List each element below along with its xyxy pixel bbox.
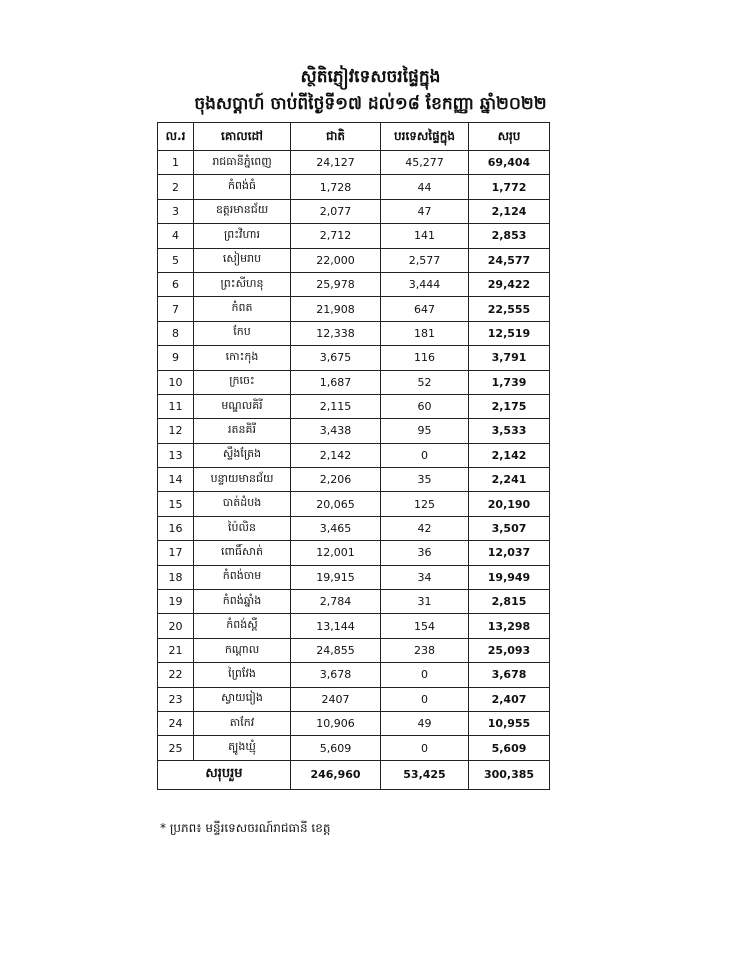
cell-total: 25,093 <box>469 638 550 662</box>
cell-destination: បាត់ដំបង <box>194 492 291 516</box>
cell-no: 7 <box>158 297 194 321</box>
table-row <box>158 638 550 662</box>
cell-destination: ព្រៃវែង <box>194 663 291 687</box>
cell-domestic: 60 <box>381 394 469 418</box>
cell-total: 2,175 <box>469 394 550 418</box>
cell-national: 22,000 <box>291 248 381 272</box>
cell-no: 6 <box>158 272 194 296</box>
cell-domestic: 0 <box>381 443 469 467</box>
cell-destination: មណ្ឌលគិរី <box>194 394 291 418</box>
cell-destination: កែប <box>194 321 291 345</box>
cell-national: 2,206 <box>291 468 381 492</box>
cell-total: 2,815 <box>469 590 550 614</box>
cell-national: 21,908 <box>291 297 381 321</box>
cell-total: 3,507 <box>469 516 550 540</box>
cell-destination: កំពត <box>194 297 291 321</box>
cell-total: 20,190 <box>469 492 550 516</box>
cell-domestic: 36 <box>381 541 469 565</box>
cell-national: 2,077 <box>291 199 381 223</box>
cell-destination: រាជធានីភ្នំពេញ <box>194 151 291 175</box>
cell-destination: ឧត្តរមានជ័យ <box>194 199 291 223</box>
header-no: ល.រ <box>158 123 194 151</box>
cell-total: 1,739 <box>469 370 550 394</box>
tourist-stats-table <box>157 122 550 790</box>
header-total: សរុប <box>469 123 550 151</box>
table-row <box>158 614 550 638</box>
cell-domestic: 45,277 <box>381 151 469 175</box>
cell-national: 5,609 <box>291 736 381 760</box>
cell-destination: រតនគិរី <box>194 419 291 443</box>
cell-domestic: 42 <box>381 516 469 540</box>
header-domestic: បរទេសផ្ទៃក្នុង <box>381 123 469 151</box>
table-row <box>158 394 550 418</box>
cell-total: 12,519 <box>469 321 550 345</box>
cell-national: 13,144 <box>291 614 381 638</box>
table-row <box>158 248 550 272</box>
cell-destination: កំពង់ស្ពឺ <box>194 614 291 638</box>
cell-no: 24 <box>158 711 194 735</box>
cell-domestic: 141 <box>381 224 469 248</box>
cell-total: 3,791 <box>469 346 550 370</box>
cell-total: 2,124 <box>469 199 550 223</box>
cell-no: 18 <box>158 565 194 589</box>
cell-national: 1,728 <box>291 175 381 199</box>
cell-national: 3,675 <box>291 346 381 370</box>
header-destination: គោលដៅ <box>194 123 291 151</box>
cell-destination: ស្វាយរៀង <box>194 687 291 711</box>
cell-national: 19,915 <box>291 565 381 589</box>
cell-destination: កំពង់ចាម <box>194 565 291 589</box>
cell-destination: កោះកុង <box>194 346 291 370</box>
cell-national: 2407 <box>291 687 381 711</box>
cell-national: 3,465 <box>291 516 381 540</box>
table-row <box>158 736 550 760</box>
cell-total: 1,772 <box>469 175 550 199</box>
total-total: 300,385 <box>469 760 550 789</box>
cell-domestic: 181 <box>381 321 469 345</box>
page-subtitle: ចុងសប្តាហ៍ ចាប់ពីថ្ងៃទី១៧ ដល់១៨ ខែកញ្ញា ឆ្នាំ២០២២ <box>194 94 547 114</box>
cell-national: 2,115 <box>291 394 381 418</box>
cell-domestic: 116 <box>381 346 469 370</box>
cell-destination: តាកែវ <box>194 711 291 735</box>
cell-national: 25,978 <box>291 272 381 296</box>
cell-total: 10,955 <box>469 711 550 735</box>
cell-total: 69,404 <box>469 151 550 175</box>
cell-no: 8 <box>158 321 194 345</box>
header-national: ជាតិ <box>291 123 381 151</box>
table-row <box>158 346 550 370</box>
cell-domestic: 125 <box>381 492 469 516</box>
cell-total: 3,678 <box>469 663 550 687</box>
cell-domestic: 49 <box>381 711 469 735</box>
table-row <box>158 565 550 589</box>
cell-destination: កំពង់ធំ <box>194 175 291 199</box>
total-domestic: 53,425 <box>381 760 469 789</box>
cell-no: 23 <box>158 687 194 711</box>
table-row <box>158 492 550 516</box>
table-row <box>158 224 550 248</box>
cell-destination: ពោធិ៍សាត់ <box>194 541 291 565</box>
cell-destination: កំពង់ឆ្នាំង <box>194 590 291 614</box>
cell-national: 3,678 <box>291 663 381 687</box>
cell-total: 13,298 <box>469 614 550 638</box>
total-national: 246,960 <box>291 760 381 789</box>
cell-total: 29,422 <box>469 272 550 296</box>
cell-no: 9 <box>158 346 194 370</box>
cell-national: 10,906 <box>291 711 381 735</box>
cell-domestic: 0 <box>381 663 469 687</box>
table-header-row <box>158 123 550 151</box>
table-row <box>158 468 550 492</box>
cell-national: 12,001 <box>291 541 381 565</box>
cell-national: 2,142 <box>291 443 381 467</box>
cell-national: 12,338 <box>291 321 381 345</box>
cell-no: 13 <box>158 443 194 467</box>
cell-total: 5,609 <box>469 736 550 760</box>
cell-domestic: 647 <box>381 297 469 321</box>
cell-no: 5 <box>158 248 194 272</box>
cell-no: 10 <box>158 370 194 394</box>
page-title: ស្ថិតិភ្ញៀវទេសចរផ្ទៃក្នុង <box>300 67 441 87</box>
cell-national: 1,687 <box>291 370 381 394</box>
cell-total: 19,949 <box>469 565 550 589</box>
cell-no: 19 <box>158 590 194 614</box>
table-row <box>158 272 550 296</box>
cell-domestic: 52 <box>381 370 469 394</box>
cell-destination: ស្ទឹងត្រែង <box>194 443 291 467</box>
cell-national: 2,712 <box>291 224 381 248</box>
table-row <box>158 663 550 687</box>
cell-no: 1 <box>158 151 194 175</box>
cell-total: 3,533 <box>469 419 550 443</box>
cell-domestic: 47 <box>381 199 469 223</box>
table-row <box>158 321 550 345</box>
cell-total: 2,407 <box>469 687 550 711</box>
cell-domestic: 35 <box>381 468 469 492</box>
table-row <box>158 516 550 540</box>
cell-destination: បន្ទាយមានជ័យ <box>194 468 291 492</box>
cell-destination: កណ្តាល <box>194 638 291 662</box>
cell-total: 2,142 <box>469 443 550 467</box>
cell-domestic: 44 <box>381 175 469 199</box>
cell-no: 16 <box>158 516 194 540</box>
cell-no: 14 <box>158 468 194 492</box>
cell-destination: ព្រះវិហារ <box>194 224 291 248</box>
cell-no: 3 <box>158 199 194 223</box>
table-row <box>158 687 550 711</box>
cell-national: 20,065 <box>291 492 381 516</box>
cell-no: 11 <box>158 394 194 418</box>
cell-no: 4 <box>158 224 194 248</box>
cell-national: 3,438 <box>291 419 381 443</box>
cell-total: 2,241 <box>469 468 550 492</box>
cell-total: 12,037 <box>469 541 550 565</box>
table-row <box>158 370 550 394</box>
table-row <box>158 151 550 175</box>
cell-destination: សៀមរាប <box>194 248 291 272</box>
table-row <box>158 443 550 467</box>
table-row <box>158 199 550 223</box>
cell-no: 12 <box>158 419 194 443</box>
cell-destination: ប៉ៃលិន <box>194 516 291 540</box>
cell-domestic: 95 <box>381 419 469 443</box>
cell-domestic: 238 <box>381 638 469 662</box>
cell-domestic: 0 <box>381 736 469 760</box>
table-row <box>158 590 550 614</box>
cell-domestic: 31 <box>381 590 469 614</box>
cell-no: 20 <box>158 614 194 638</box>
cell-no: 25 <box>158 736 194 760</box>
table-row <box>158 541 550 565</box>
cell-destination: ក្រចេះ <box>194 370 291 394</box>
table-row <box>158 297 550 321</box>
table-total-row <box>158 760 550 789</box>
cell-destination: ត្បូងឃ្មុំ <box>194 736 291 760</box>
cell-domestic: 2,577 <box>381 248 469 272</box>
cell-total: 22,555 <box>469 297 550 321</box>
cell-domestic: 154 <box>381 614 469 638</box>
table-row <box>158 711 550 735</box>
source-footnote: * ប្រភព៖ មន្ទីរទេសចរណ៍រាជធានី ខេត្ត <box>160 821 331 835</box>
cell-no: 15 <box>158 492 194 516</box>
table-row <box>158 175 550 199</box>
cell-total: 24,577 <box>469 248 550 272</box>
table-row <box>158 419 550 443</box>
cell-total: 2,853 <box>469 224 550 248</box>
cell-domestic: 0 <box>381 687 469 711</box>
cell-no: 22 <box>158 663 194 687</box>
cell-no: 2 <box>158 175 194 199</box>
cell-no: 17 <box>158 541 194 565</box>
cell-domestic: 34 <box>381 565 469 589</box>
cell-national: 2,784 <box>291 590 381 614</box>
cell-domestic: 3,444 <box>381 272 469 296</box>
cell-national: 24,855 <box>291 638 381 662</box>
cell-national: 24,127 <box>291 151 381 175</box>
cell-destination: ព្រះសីហនុ <box>194 272 291 296</box>
cell-no: 21 <box>158 638 194 662</box>
total-label: សរុបរួម <box>158 760 291 789</box>
